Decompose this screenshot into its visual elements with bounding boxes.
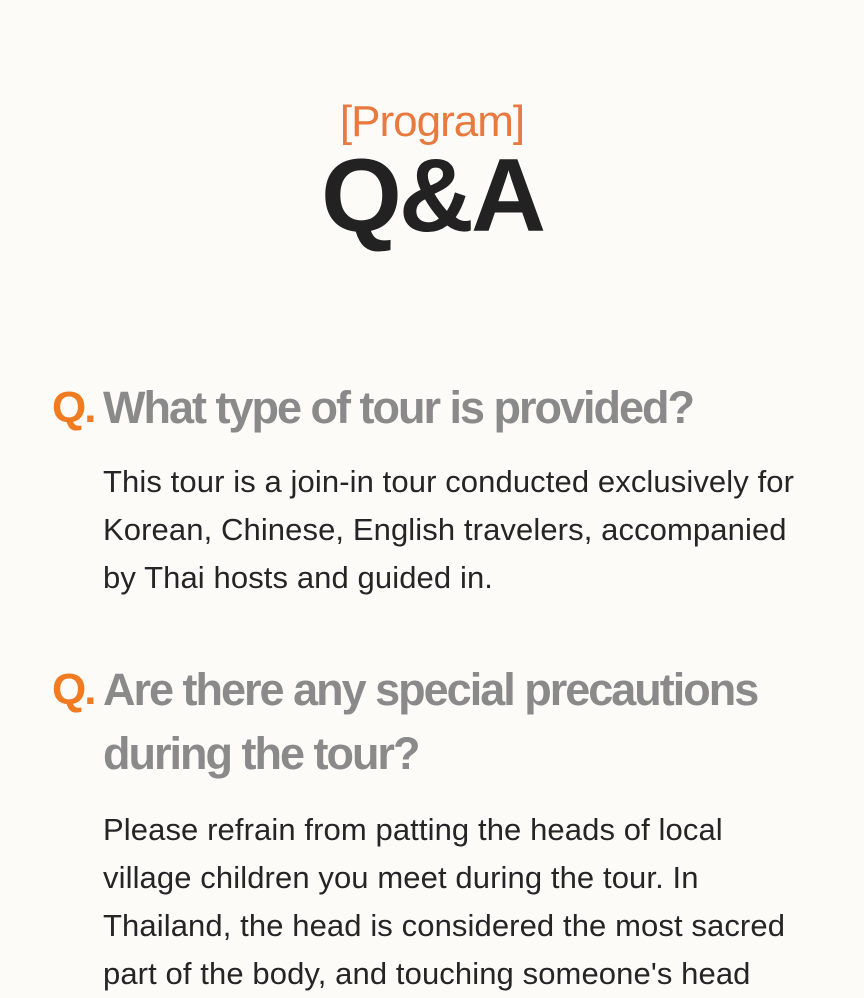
question-row: [0, 658, 864, 786]
qa-item: [0, 658, 864, 998]
page-title: Q&A: [320, 138, 544, 254]
page-header: [0, 96, 864, 254]
program-tag: [Program]: [339, 97, 525, 146]
question-mark-label: Q.: [52, 383, 95, 432]
question-text: What type of tour is provided?: [103, 382, 693, 433]
qa-item: [0, 380, 864, 602]
question-text: Are there any special precautions during the tour?: [103, 664, 758, 779]
question-mark-label: Q.: [52, 665, 95, 714]
answer-text: This tour is a join-in tour conducted exclusively for Korean, Chinese, English travelers, accompanied by Thai hosts and guided in.: [103, 464, 795, 595]
answer-text: Please refrain from patting the heads of local village children you meet during the tour. In Thailand, the head is considered the most sacred part of the body, and touching someone's head: [103, 812, 786, 991]
question-row: [0, 380, 864, 436]
